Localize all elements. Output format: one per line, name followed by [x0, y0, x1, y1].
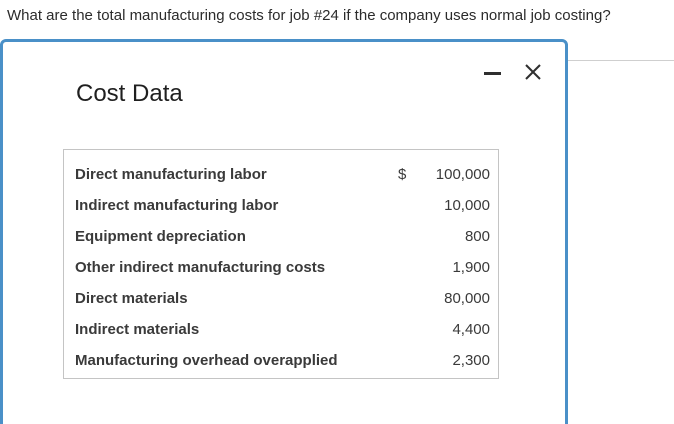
close-icon[interactable] [523, 62, 543, 82]
table-row [64, 315, 498, 346]
table-row [64, 253, 498, 284]
row-value: 2,300 [452, 352, 490, 369]
row-label: Direct materials [75, 290, 188, 307]
row-value: 100,000 [435, 166, 490, 183]
table-row [64, 222, 498, 253]
row-value: 4,400 [452, 321, 490, 338]
row-label: Indirect materials [75, 321, 200, 338]
row-label: Manufacturing overhead overapplied [75, 352, 338, 369]
cost-data-dialog [0, 39, 568, 424]
row-value: 1,900 [452, 259, 490, 276]
table-row [64, 191, 498, 222]
row-label: Indirect manufacturing labor [75, 197, 279, 214]
question-text: What are the total manufacturing costs for job #24 if the company uses normal job costing? [7, 7, 611, 24]
row-label: Other indirect manufacturing costs [75, 259, 326, 276]
minimize-icon[interactable] [484, 72, 501, 75]
row-label: Equipment depreciation [75, 228, 246, 245]
row-value: 800 [464, 228, 490, 245]
row-value: 80,000 [444, 290, 490, 307]
cost-table [63, 149, 499, 379]
table-row [64, 160, 498, 191]
table-row [64, 284, 498, 315]
table-row [64, 346, 498, 377]
currency-symbol: $ [398, 166, 407, 183]
dialog-title: Cost Data [76, 80, 183, 107]
row-value: 10,000 [444, 197, 490, 214]
row-label: Direct manufacturing labor [75, 166, 267, 183]
divider-line [566, 60, 674, 61]
